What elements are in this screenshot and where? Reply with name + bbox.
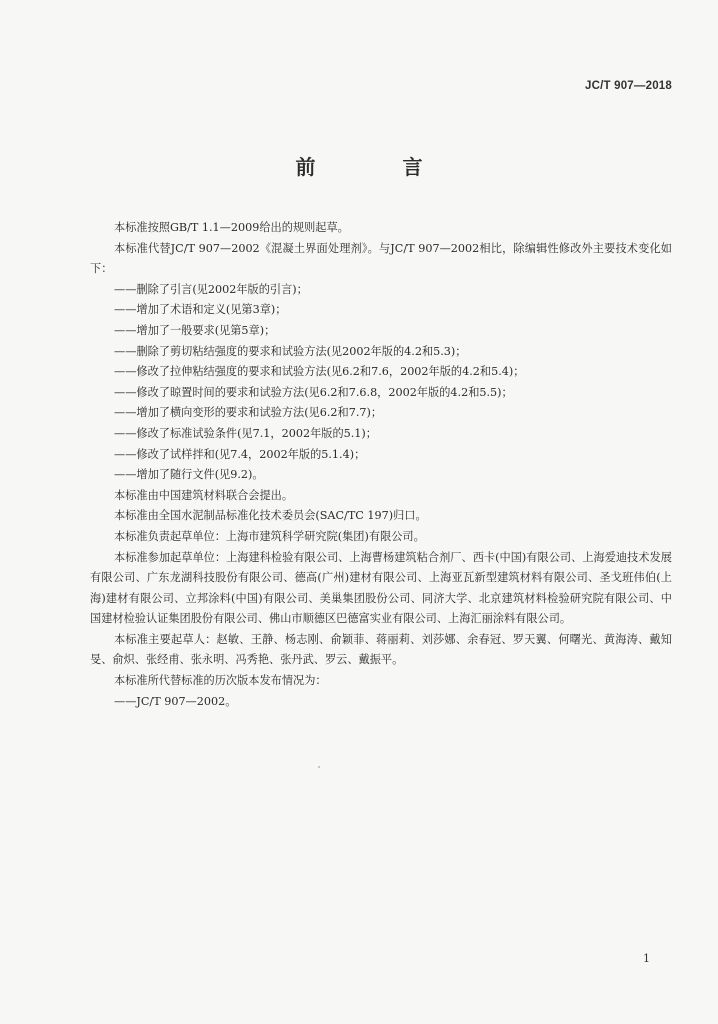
document-code: JC/T 907—2018 <box>585 80 672 92</box>
change-item: ——修改了标准试验条件(见7.1，2002年版的5.1)； <box>114 426 377 440</box>
paragraph-replaces: 本标准代替JC/T 907—2002《混凝土界面处理剂》。与JC/T 907—2002相比，除编辑性修改外主要技术变化如下： <box>90 241 672 276</box>
paragraph-lead-drafter: 本标准负责起草单位：上海市建筑科学研究院(集团)有限公司。 <box>114 529 425 543</box>
change-item: ——修改了晾置时间的要求和试验方法(见6.2和7.6.8，2002年版的4.2和5.5)； <box>114 385 513 399</box>
change-item: ——删除了引言(见2002年版的引言)； <box>114 282 308 296</box>
page-title: 前 言 <box>295 155 463 179</box>
change-item: ——增加了术语和定义(见第3章)； <box>114 303 287 317</box>
change-item: ——修改了拉伸粘结强度的要求和试验方法(见6.2和7.6，2002年版的4.2和5.4)； <box>114 365 525 379</box>
foreword-body <box>90 218 672 712</box>
scan-speck <box>318 766 320 768</box>
paragraph-previous-editions: 本标准所代替标准的历次版本发布情况为： <box>114 674 327 688</box>
change-item: ——增加了横向变形的要求和试验方法(见6.2和7.7)； <box>114 406 383 420</box>
page-number: 1 <box>643 952 650 965</box>
paragraph-participating-units: 本标准参加起草单位：上海建科检验有限公司、上海曹杨建筑粘合剂厂、西卡(中国)有限公司、上海爱迪技术发展有限公司、广东龙湖科技股份有限公司、德高(广州)建材有限公司、上海亚瓦新型建筑材料有限公司、圣戈班伟伯(上海)建材有限公司、立邦涂料(中国)有限公司、美巢集团股份公司、同济大学、北京建筑材料检验研究院有限公司、中国建材检验认证集团股份有限公司、佛山市顺德区巴德富实业有限公司、上海汇丽涂料有限公司。 <box>90 550 672 626</box>
paragraph-under-jurisdiction: 本标准由全国水泥制品标准化技术委员会(SAC/TC 197)归口。 <box>114 509 427 523</box>
paragraph-main-drafters: 本标准主要起草人：赵敏、王静、杨志刚、俞颖菲、蒋丽莉、刘莎娜、余春冠、罗天翼、何曙光、黄海涛、戴知旻、俞炽、张经甫、张永明、冯秀艳、张丹武、罗云、戴振平。 <box>90 632 672 667</box>
previous-edition-item: ——JC/T 907—2002。 <box>114 694 237 708</box>
change-item: ——删除了剪切粘结强度的要求和试验方法(见2002年版的4.2和5.3)； <box>114 344 467 358</box>
change-item: ——修改了试样拌和(见7.4，2002年版的5.1.4)； <box>114 447 366 461</box>
paragraph-drafting-rules: 本标准按照GB/T 1.1—2009给出的规则起草。 <box>114 221 349 234</box>
paragraph-proposed-by: 本标准由中国建筑材料联合会提出。 <box>114 488 294 502</box>
change-item: ——增加了随行文件(见9.2)。 <box>114 468 264 482</box>
change-item: ——增加了一般要求(见第5章)； <box>114 323 276 337</box>
